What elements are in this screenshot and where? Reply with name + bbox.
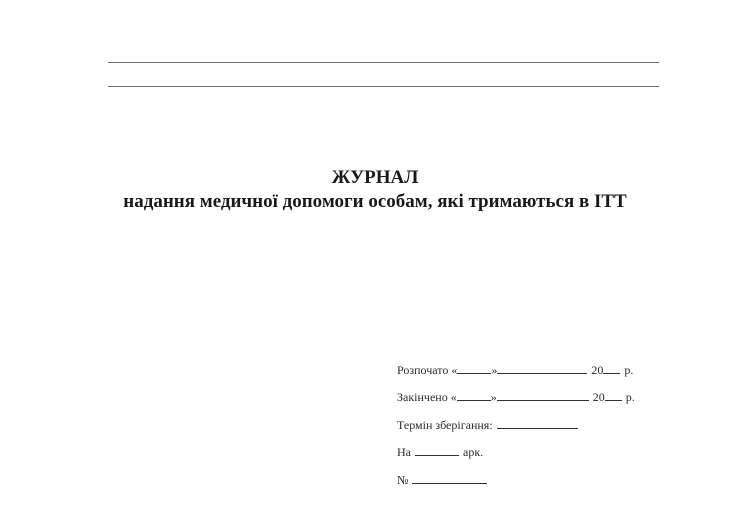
journal-number-row <box>397 472 487 487</box>
finished-year-prefix: 20 <box>592 390 605 404</box>
journal-title-block <box>0 166 750 214</box>
finished-month-blank <box>497 389 589 401</box>
sheets-count-suffix: арк. <box>463 445 484 459</box>
finished-date-row <box>397 389 635 404</box>
started-year-blank <box>603 362 620 374</box>
started-label: Розпочато « <box>397 363 458 377</box>
sheets-count-label: На <box>397 445 411 459</box>
started-date-row <box>397 362 633 377</box>
finished-label: Закінчено « <box>397 390 457 404</box>
sheets-count-row <box>397 444 483 459</box>
finished-year-suffix: р. <box>625 390 635 404</box>
journal-title: ЖУРНАЛ <box>331 167 419 188</box>
finished-quote-close: » <box>490 390 497 404</box>
started-quote-close: » <box>491 363 498 377</box>
started-month-blank <box>497 362 587 374</box>
started-year-prefix: 20 <box>591 363 604 377</box>
finished-day-blank <box>457 389 491 401</box>
storage-term-label: Термін зберігання: <box>397 418 493 432</box>
journal-number-label: № <box>397 473 409 487</box>
header-blank-line-2 <box>108 86 659 87</box>
started-day-blank <box>457 362 491 374</box>
storage-term-blank <box>497 417 578 429</box>
journal-number-blank <box>412 472 487 484</box>
started-year-suffix: р. <box>624 363 634 377</box>
sheets-count-blank <box>415 444 459 456</box>
finished-year-blank <box>605 389 622 401</box>
header-blank-line-1 <box>108 62 659 63</box>
storage-term-row <box>397 417 578 432</box>
journal-subtitle: надання медичної допомоги особам, які тримаються в ІТТ <box>123 191 627 212</box>
